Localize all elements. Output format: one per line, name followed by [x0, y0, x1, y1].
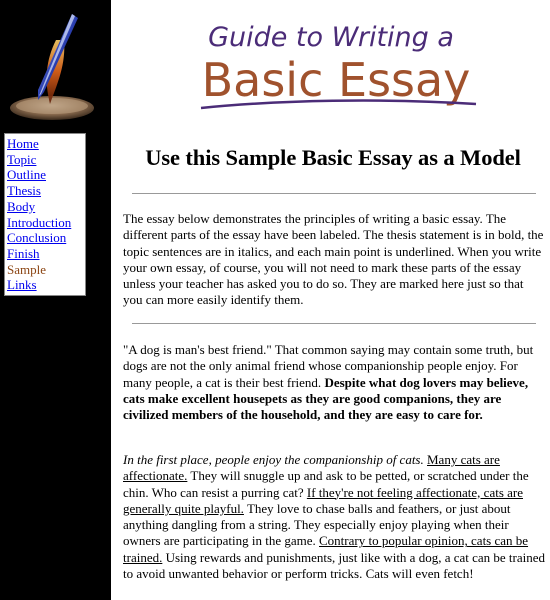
nav-link-links[interactable]: Links: [7, 277, 37, 293]
support-text-3: Using rewards and punishments, just like with a dog, a cat can be trained to avoid unwanted behavior or perform tricks. Cats will even fetch!: [123, 549, 546, 582]
intro-paragraph: The essay below demonstrates the principles of writing a basic essay. The different parts of the essay have been labeled. The thesis statement is in bold, the topic sentences are in italics, and each main point is underlined. When you write your own essay, of course, you will not need to mark these parts of the essay unless your teacher has asked you to do so. They are marked here just so that you can more easily identify them.: [123, 211, 544, 308]
thesis-statement: Despite what dog lovers may believe, cats make excellent housepets as they are good companions, they are civilized members of the household, and they are easy to care for.: [123, 374, 529, 423]
nav-link-body[interactable]: Body: [7, 198, 36, 214]
main-point-1: Many cats are affectionate.: [123, 452, 500, 484]
support-text-2: They love to chase balls and feathers, or just about anything dangling from a string. They especially enjoy playing when their owners are participating in the game.: [123, 500, 511, 549]
nav-menu: [4, 133, 86, 296]
page-title: Use this Sample Basic Essay as a Model: [145, 145, 521, 170]
divider-middle: [132, 323, 536, 324]
divider-top: [132, 193, 536, 194]
essay-paragraph-body1: [123, 452, 546, 582]
nav-link-topic[interactable]: Topic: [7, 151, 37, 167]
header-title-line1: Guide to Writing a: [208, 22, 454, 53]
main-point-2: If they're not feeling affectionate, cats are generally quite playful.: [123, 484, 523, 516]
nav-link-conclusion[interactable]: Conclusion: [7, 230, 67, 246]
pen-logo-image: [0, 0, 111, 128]
nav-link-home[interactable]: Home: [7, 136, 39, 151]
intro-sentences: "A dog is man's best friend." That common saying may contain some truth, but dogs are not the only animal friend whose companionship people enjoy. For many people, a cat is their best friend.: [123, 342, 534, 390]
nav-item-sample-current: Sample: [7, 261, 46, 277]
main-point-3: Contrary to popular opinion, cats can be trained.: [123, 533, 529, 565]
header-title-line2: Basic Essay: [201, 53, 471, 107]
header-banner: [111, 0, 550, 130]
topic-sentence: In the first place, people enjoy the companionship of cats.: [123, 452, 424, 467]
sidebar: [0, 0, 111, 600]
nav-link-finish[interactable]: Finish: [7, 245, 40, 261]
support-text-1: They will snuggle up and ask to be petted, or scratched under the chin. Who can resist a purring cat?: [123, 468, 529, 500]
nav-link-outline[interactable]: Outline: [7, 167, 46, 183]
nav-link-thesis[interactable]: Thesis: [7, 183, 41, 199]
essay-paragraph-intro: [123, 342, 546, 423]
nav-link-introduction[interactable]: Introduction: [7, 214, 72, 230]
main-content: [122, 145, 544, 171]
